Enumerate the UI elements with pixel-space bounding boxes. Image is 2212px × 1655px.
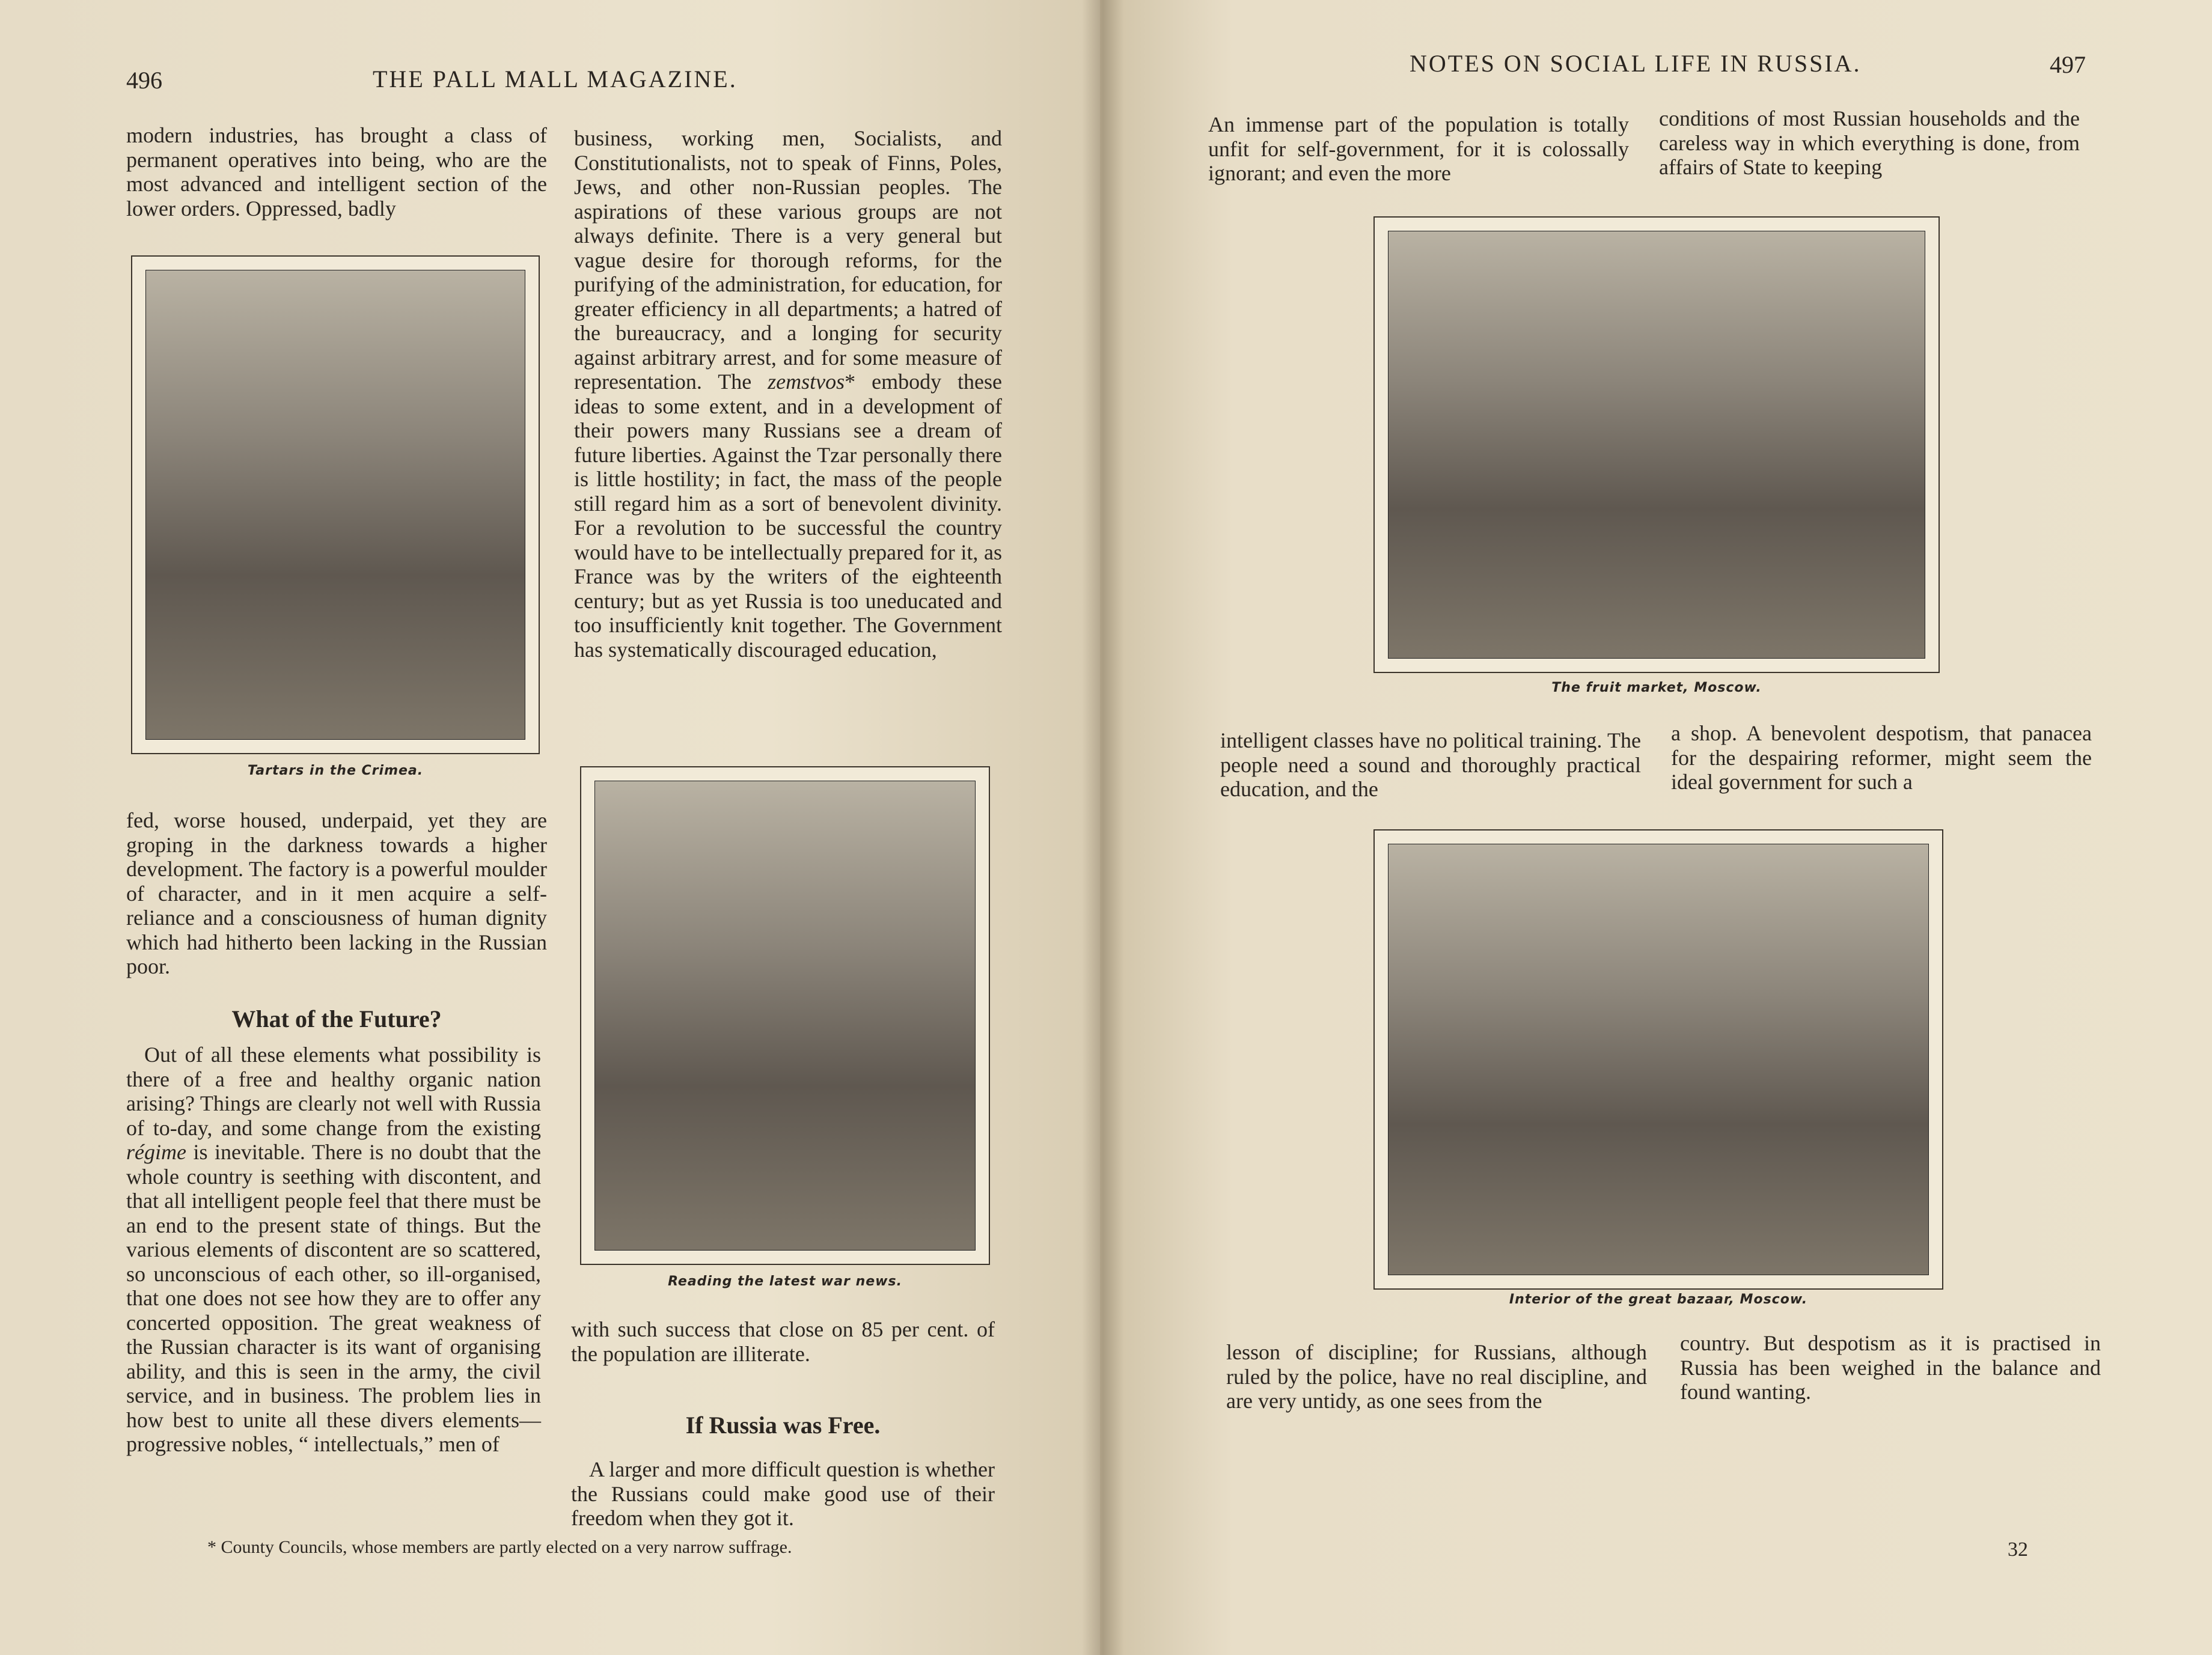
heading-what-of-the-future: What of the Future? [231, 1005, 442, 1032]
col2-text-italic: zemstvos [768, 370, 845, 394]
heading-if-russia-was-free: If Russia was Free. [685, 1412, 881, 1439]
left-page [0, 0, 1100, 1655]
photo-tartars-image [145, 270, 525, 740]
future-text-italic: régime [126, 1140, 186, 1164]
top-left-text: An immense part of the population is totally unfit for self-government, for it is colossally ignorant; and even the more [1208, 112, 1629, 185]
col1-top-text: modern industries, has brought a class of permanent operatives into being, who are the most advanced and intelligent section of the lower orders. Oppressed, badly [126, 123, 547, 221]
book-gutter [1082, 0, 1124, 1655]
page-number: 497 [2050, 51, 2086, 78]
mid-right-text: a shop. A benevolent despotism, that panacea for the despairing reformer, might seem the ideal government for such a [1671, 721, 2092, 794]
bottom-left-text: lesson of discipline; for Russians, although ruled by the police, have no real discipline, and are very untidy, as one sees from the [1226, 1340, 1647, 1413]
col1-future-text [126, 1043, 541, 1457]
running-head: THE PALL MALL MAGAZINE. [373, 66, 738, 93]
col2-text-b: * embody these ideas to some extent, and in a development of their powers many Russians see a dream of future liberties. Against the Tzar personally there is little hostility; in fact, the mass of the people still regard him as a sort of benevolent divinity. For a revolution to be successful the country would have to be intellectually prepared for it, as France was by the writers of the eighteenth century; but as yet Russia is too uneducated and too insufficiently knit together. The Government has systematically discouraged education, [574, 370, 1002, 662]
right-page [1100, 0, 2212, 1655]
photo-great-bazaar-image [1388, 844, 1929, 1275]
photo-war-news-image [594, 781, 976, 1251]
photo-war-news-caption: Reading the latest war news. [668, 1274, 902, 1289]
col2-text [574, 126, 1002, 662]
mid-left-text: intelligent classes have no political training. The people need a sound and thoroughly practical education, and the [1220, 728, 1641, 801]
col2-illiterate-text: with such success that close on 85 per cent. of the population are illiterate. [571, 1317, 995, 1366]
page-number: 496 [126, 67, 162, 94]
photo-great-bazaar-caption: Interior of the great bazaar, Moscow. [1509, 1292, 1808, 1307]
photo-fruit-market-image [1388, 231, 1925, 659]
top-right-text: conditions of most Russian households and the careless way in which everything is done, from affairs of State to keeping [1659, 106, 2080, 179]
col1-mid-text: fed, worse housed, underpaid, yet they are groping in the darkness towards a higher development. The factory is a powerful moulder of character, and in it men acquire a self-reliance and a consciousness of human dignity which had hitherto been lacking in the Russian poor. [126, 808, 547, 978]
photo-fruit-market-caption: The fruit market, Moscow. [1551, 680, 1762, 695]
photo-fruit-market [1373, 216, 1940, 673]
photo-great-bazaar [1373, 829, 1943, 1290]
photo-tartars [131, 255, 540, 754]
photo-war-news [580, 766, 990, 1265]
photo-tartars-caption: Tartars in the Crimea. [247, 763, 424, 778]
future-text-b: is inevitable. There is no doubt that the whole country is seething with discontent, and that all intelligent people feel that there must be an end to the present state of things. But the various elements of discontent are so scattered, so unconscious of each other, so ill-organised, that one does not see how they are to offer any concerted opposition. The great weakness of the Russian character is its want of organising ability, and this is seen in the army, the civil service, and in business. The problem lies in how best to unite all these divers elements—progressive nobles, “ intellectuals,” men of [126, 1140, 542, 1456]
running-head: NOTES ON SOCIAL LIFE IN RUSSIA. [1410, 50, 1862, 77]
col2-text-a: business, working men, Socialists, and Constitutionalists, not to speak of Finns, Poles, Jews, and other non-Russian peoples. The aspirations of these various groups are not always definite. There is a very general but vague desire for thorough reforms, for the purifying of the administration, for education, for greater efficiency in all departments; a hatred of the bureaucracy, and a longing for security against arbitrary arrest, and for some measure of representation. The [574, 126, 1002, 394]
bottom-right-text: country. But despotism as it is practised in Russia has been weighed in the balance and found wanting. [1680, 1331, 2101, 1404]
future-text-a: Out of all these elements what possibility is there of a free and healthy organic nation arising? Things are clearly not well with Russia of to-day, and some change from the existing [126, 1043, 541, 1140]
signature-mark: 32 [2008, 1538, 2028, 1561]
footnote: * County Councils, whose members are partly elected on a very narrow suffrage. [207, 1537, 792, 1557]
col2-free-text: A larger and more difficult question is whether the Russians could make good use of their freedom when they got it. [571, 1457, 995, 1530]
